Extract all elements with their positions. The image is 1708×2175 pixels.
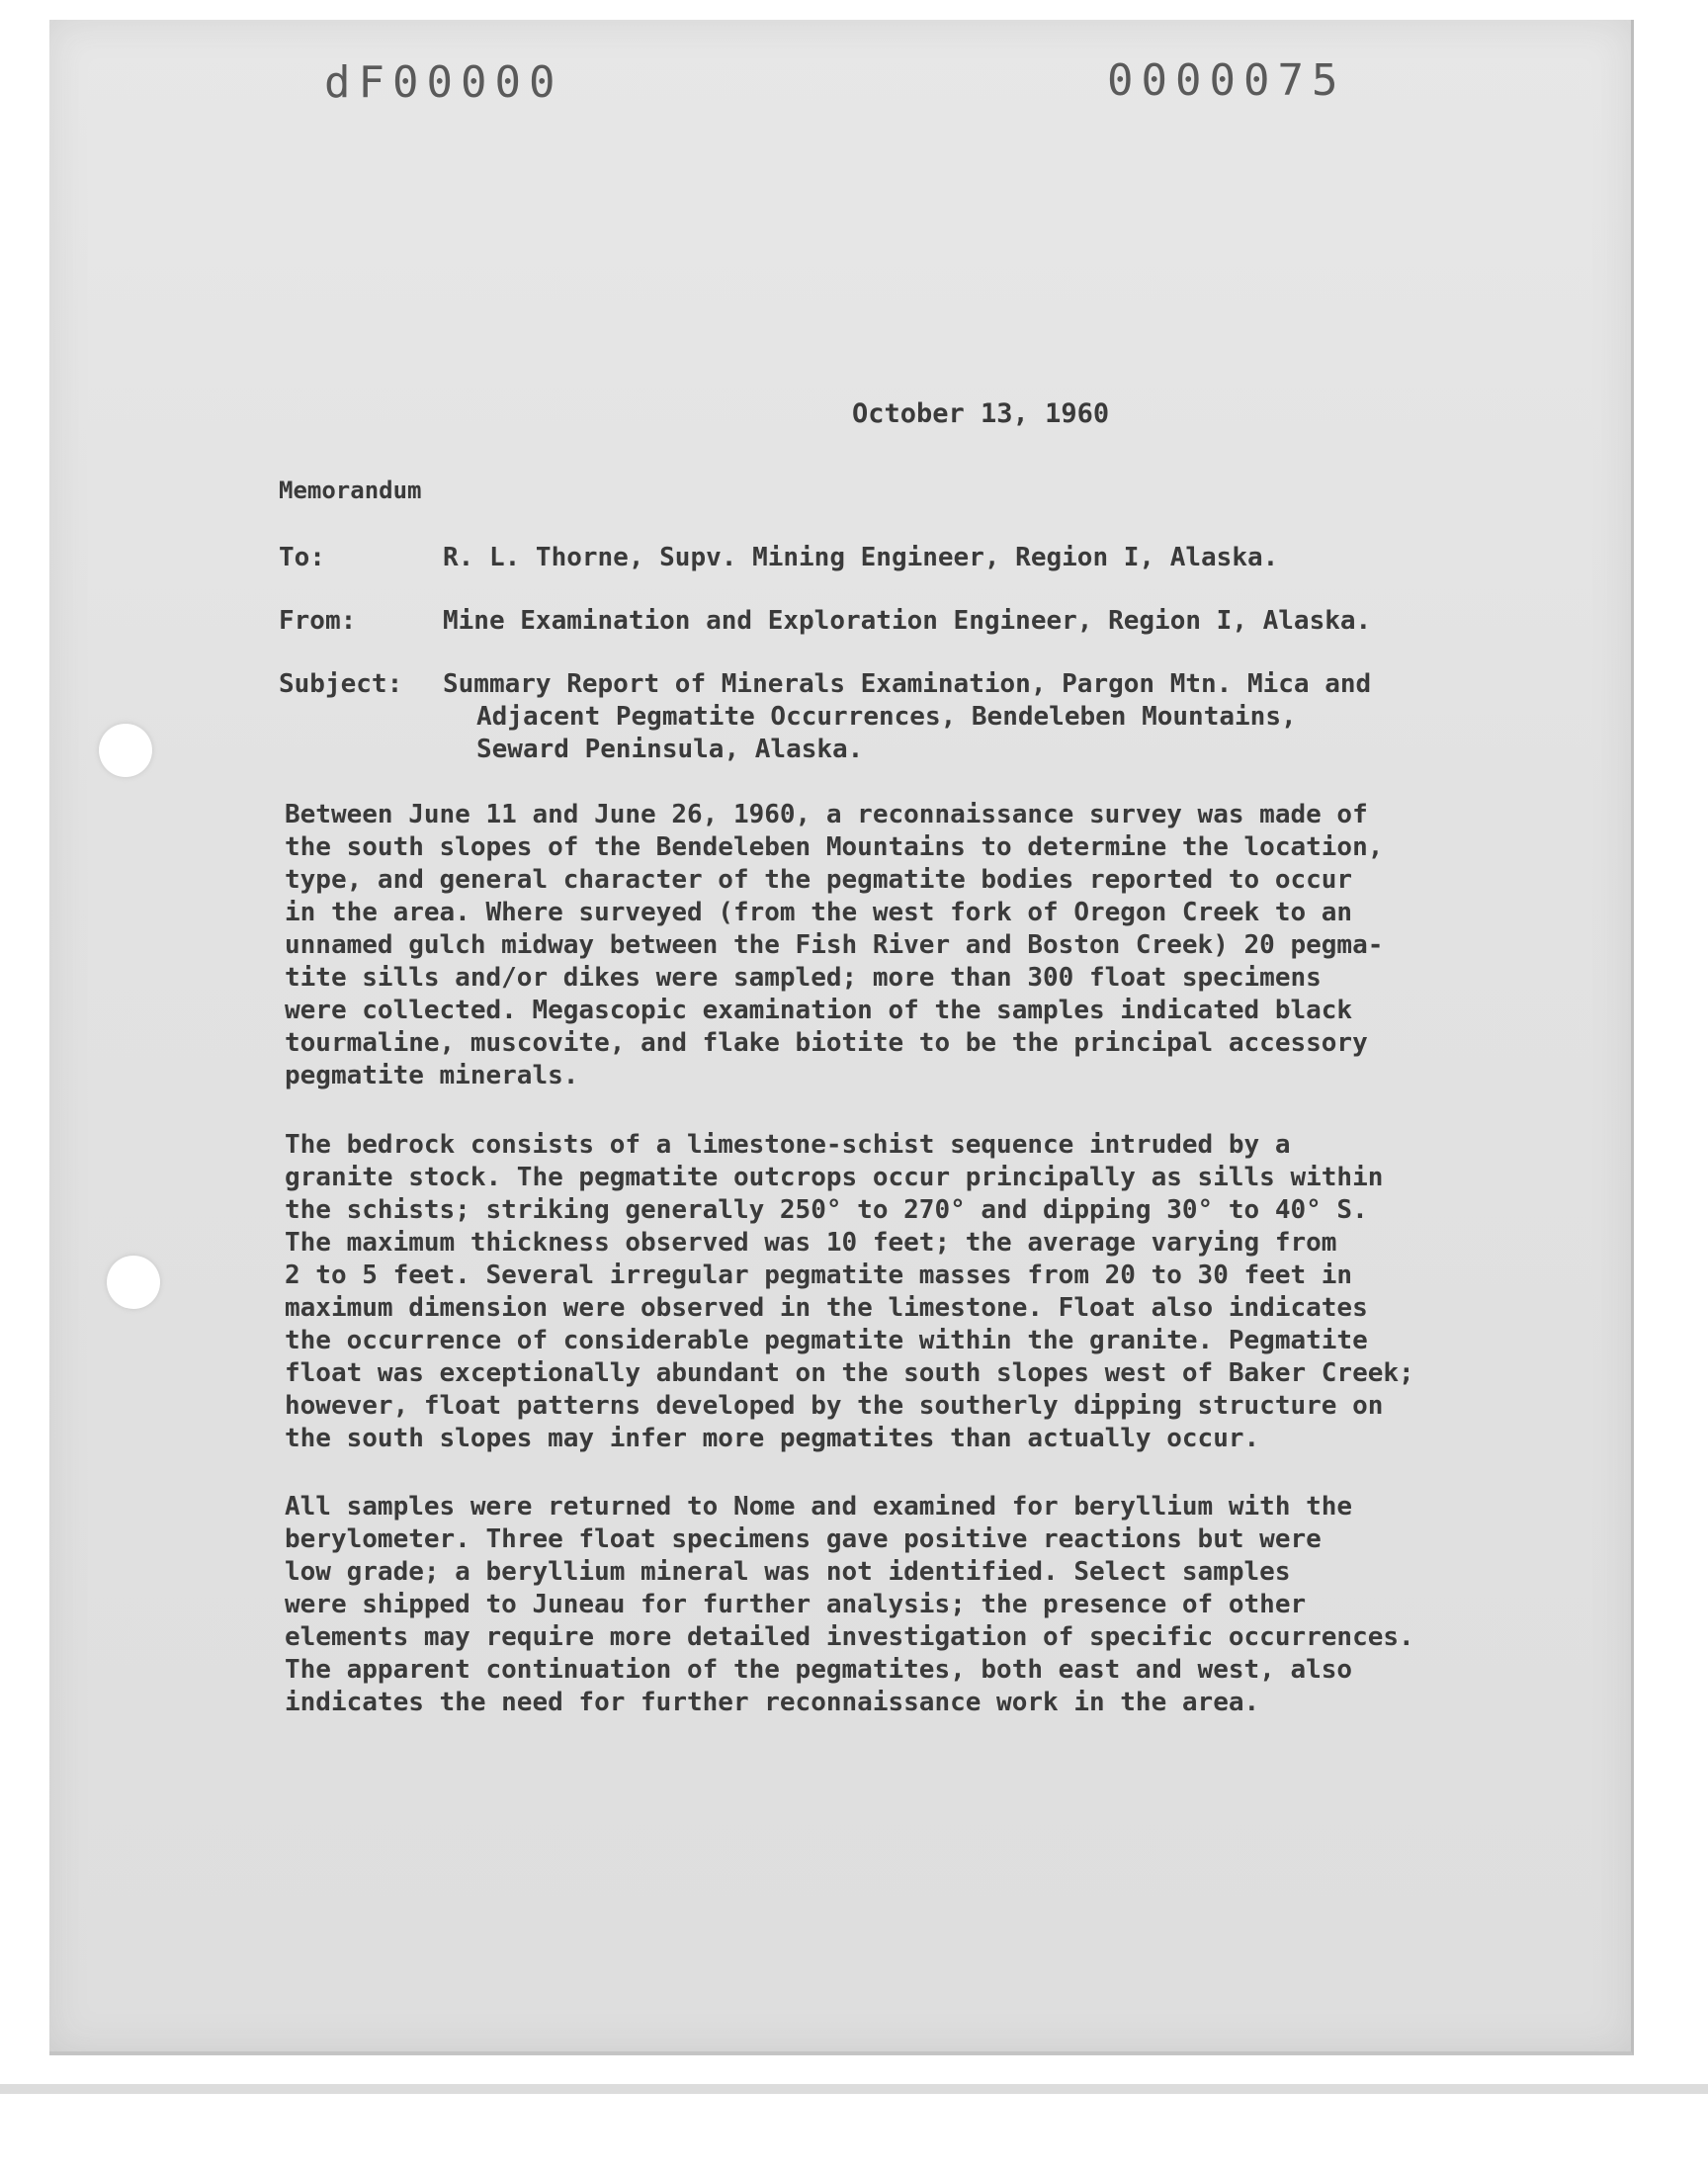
to-label: To: bbox=[279, 543, 325, 572]
body-paragraph-1: Between June 11 and June 26, 1960, a reconnaissance survey was made of the south slopes of the Bendeleben Mountains to determine the location, type, and general character of the pegmatite bodies reported to occur in the area. Where surveyed (from the west fork of Oregon Creek to an unnamed gulch midway between the Fish River and Boston Creek) 20 pegma- tite sills and/or dikes were sampled; more than 300 float specimens were collected. Megascopic examination of the samples indicated black tourmaline, muscovite, and flake biotite to be the principal accessory pegmatite minerals. bbox=[285, 800, 1384, 1090]
subject-value: Summary Report of Minerals Examination, Pargon Mtn. Mica and Adjacent Pegmatite Occurrences, Bendeleben Mountains, Seward Peninsula, Alaska. bbox=[443, 669, 1372, 764]
punch-hole-lower bbox=[107, 1256, 160, 1309]
scan-edge-strip bbox=[0, 2084, 1708, 2094]
punch-hole-upper bbox=[99, 724, 152, 777]
from-value: Mine Examination and Exploration Engineer, Region I, Alaska. bbox=[443, 606, 1372, 636]
memo-date: October 13, 1960 bbox=[852, 398, 1110, 429]
body-paragraph-2: The bedrock consists of a limestone-schist sequence intruded by a granite stock. The pegmatite outcrops occur principally as sills within the schists; striking generally 250° to 270° and dipping 30° to 40° S. The maximum thickness observed was 10 feet; the average varying from 2 to 5 feet. Several irregular pegmatite masses from 20 to 30 feet in maximum dimension were observed in the limestone. Float also indicates the occurrence of considerable pegmatite within the granite. Pegmatite float was exceptionally abundant on the south slopes west of Baker Creek; however, float patterns developed by the southerly dipping structure on the south slopes may infer more pegmatites than actually occur. bbox=[285, 1130, 1414, 1453]
subject-label: Subject: bbox=[279, 669, 403, 699]
memo-heading: Memorandum bbox=[279, 477, 422, 504]
stamp-left: dF00000 bbox=[324, 57, 563, 108]
from-label: From: bbox=[279, 606, 357, 636]
to-value: R. L. Thorne, Supv. Mining Engineer, Region I, Alaska. bbox=[443, 543, 1279, 572]
stamp-right: 0000075 bbox=[1107, 55, 1346, 106]
body-paragraph-3: All samples were returned to Nome and examined for beryllium with the berylometer. Three float specimens gave positive reactions but were low grade; a beryllium mineral was not identified. Select samples were shipped to Juneau for further analysis; the presence of other elements may require more detailed investigation of specific occurrences. The apparent continuation of the pegmatites, both east and west, also indicates the need for further reconnaissance work in the area. bbox=[285, 1492, 1414, 1717]
